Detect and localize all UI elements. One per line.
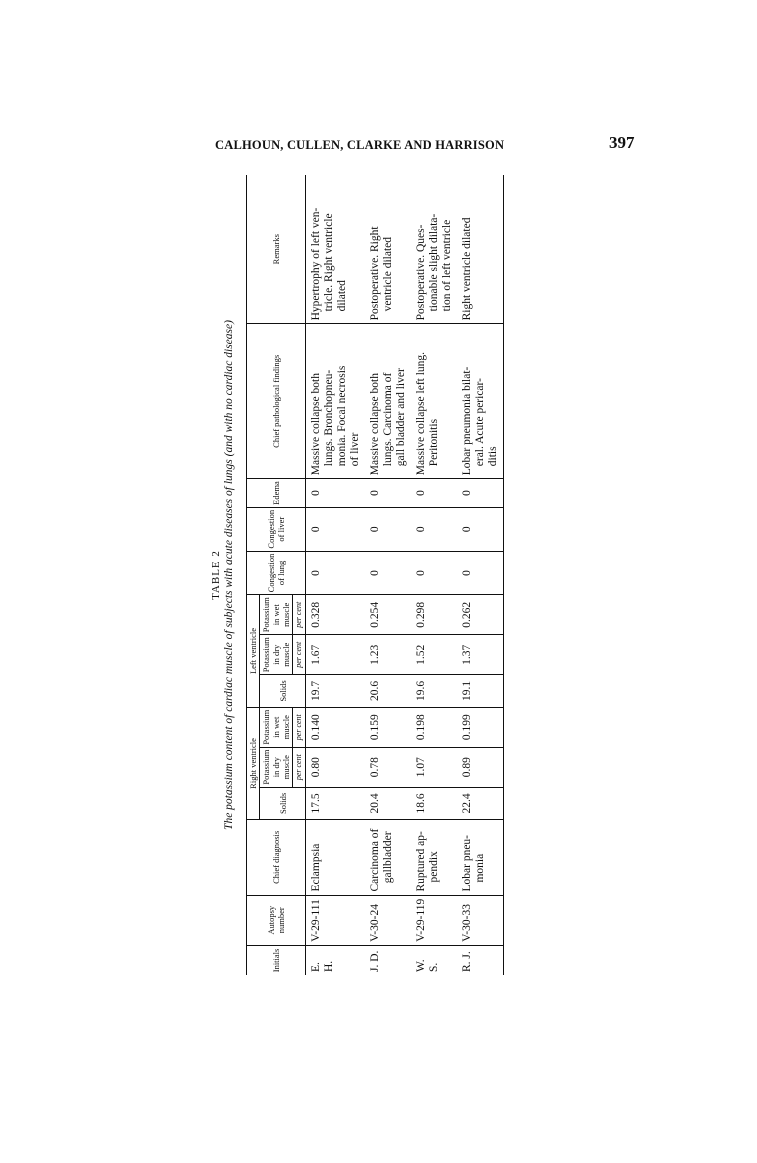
cell-initials: W. S.: [415, 959, 440, 972]
cell-remarks: [457, 175, 504, 324]
cell-edema: 0: [411, 479, 457, 508]
header-chief-diagnosis: Chief diagnosis: [247, 820, 306, 895]
table-row: [411, 175, 457, 975]
remarks-line: dilated: [336, 280, 348, 312]
cell-rv-k-wet: 0.199: [457, 707, 504, 747]
table-caption: [210, 175, 236, 975]
cell-pathology: [457, 324, 504, 479]
potassium-table: [246, 175, 504, 975]
cell-congestion-lung: 0: [457, 551, 504, 595]
cell-lv-k-wet: 0.328: [306, 595, 366, 635]
pathology-line: gall bladder and liver: [395, 368, 407, 467]
header-congestion-lung: Congestion of lung: [247, 551, 306, 595]
cell-autopsy: V-30-24: [365, 895, 411, 945]
header-autopsy-number: Autopsy number: [247, 895, 306, 945]
unit-label: per cent: [293, 635, 306, 675]
cell-autopsy: V-29-111: [306, 895, 366, 945]
header-lv-solids: Solids: [260, 675, 306, 708]
pathology-line: lungs. Carcinoma of: [382, 372, 394, 467]
cell-congestion-liver: 0: [306, 507, 366, 551]
cell-lv-k-dry: 1.67: [306, 635, 366, 675]
header-chief-pathological: Chief pathological findings: [247, 324, 306, 479]
header-edema: Edema: [247, 479, 306, 508]
cell-congestion-liver: 0: [365, 507, 411, 551]
table-row: [365, 175, 411, 975]
diagnosis-line: monia: [474, 853, 486, 883]
cell-autopsy: V-30-33: [457, 895, 504, 945]
cell-rv-k-dry: 0.78: [365, 747, 411, 787]
cell-rv-k-dry: 1.07: [411, 747, 457, 787]
cell-lv-solids: 19.7: [306, 675, 366, 708]
pathology-line: monia. Focal necrosis: [336, 365, 348, 467]
header-right-ventricle: Right ventricle: [247, 707, 260, 819]
unit-label: per cent: [293, 747, 306, 787]
cell-remarks: [306, 175, 366, 324]
cell-initials: R. J.: [457, 945, 504, 975]
diagnosis-line: gallbladder: [382, 831, 394, 884]
cell-edema: 0: [457, 479, 504, 508]
pathology-line: eral. Acute pericar-: [474, 378, 486, 467]
header-rv-potassium-wet: Potassium in wet muscle: [260, 707, 293, 747]
cell-remarks: [411, 175, 457, 324]
table-label: TABLE 2: [210, 550, 222, 600]
pathology-line: of liver: [349, 432, 361, 467]
cell-pathology: [306, 324, 366, 479]
remarks-line: Hypertrophy of left ven-: [310, 207, 322, 321]
cell-rv-k-dry: 0.89: [457, 747, 504, 787]
cell-diagnosis: [411, 820, 457, 895]
cell-congestion-lung: 0: [306, 551, 366, 595]
rotated-table: [210, 175, 580, 975]
unit-label: per cent: [293, 595, 306, 635]
header-left-ventricle: Left ventricle: [247, 595, 260, 707]
remarks-line: tion of left ventricle: [441, 219, 453, 312]
diagnosis-line: pendix: [428, 851, 440, 883]
header-rv-solids: Solids: [260, 787, 306, 820]
cell-lv-k-wet: 0.298: [411, 595, 457, 635]
cell-congestion-liver: 0: [457, 507, 504, 551]
remarks-line: tricle. Right ventricle: [323, 213, 335, 312]
pathology-line: ditis: [487, 446, 499, 467]
cell-rv-solids: 18.6: [411, 787, 457, 820]
cell-initials: J. D.: [369, 950, 381, 972]
header-lv-potassium-dry: Potassium in dry muscle: [260, 635, 293, 675]
cell-congestion-lung: 0: [411, 551, 457, 595]
cell-rv-solids: 22.4: [457, 787, 504, 820]
pathology-line: lungs. Bronchopneu-: [323, 369, 335, 467]
diagnosis-line: Eclampsia: [310, 843, 322, 892]
cell-congestion-liver: 0: [411, 507, 457, 551]
diagnosis-line: Carcinoma of: [369, 828, 381, 892]
header-congestion-liver: Congestion of liver: [247, 507, 306, 551]
page-number: 397: [609, 133, 635, 152]
pathology-line: Massive collapse both: [369, 373, 381, 476]
cell-lv-solids: 19.6: [411, 675, 457, 708]
cell-rv-solids: 20.4: [365, 787, 411, 820]
cell-rv-k-wet: 0.198: [411, 707, 457, 747]
cell-lv-k-wet: 0.254: [365, 595, 411, 635]
diagnosis-line: Ruptured ap-: [415, 831, 427, 892]
cell-initials: E. H.: [310, 960, 335, 972]
cell-lv-k-dry: 1.37: [457, 635, 504, 675]
remarks-line: Postoperative. Right: [369, 226, 381, 321]
cell-remarks: [365, 175, 411, 324]
cell-pathology: [411, 324, 457, 479]
cell-diagnosis: [306, 820, 366, 895]
table-title: The potassium content of cardiac muscle of subjects with acute diseases of lungs (and with no cardiac disease): [223, 320, 235, 830]
pathology-line: Massive collapse both: [310, 373, 322, 476]
running-head: CALHOUN, CULLEN, CLARKE AND HARRISON: [215, 138, 505, 152]
cell-lv-solids: 19.1: [457, 675, 504, 708]
remarks-line: Postoperative. Ques-: [415, 224, 427, 321]
diagnosis-line: Lobar pneu-: [461, 834, 473, 892]
cell-rv-k-dry: 0.80: [306, 747, 366, 787]
pathology-line: Massive collapse left lung.: [415, 351, 427, 476]
cell-edema: 0: [365, 479, 411, 508]
header-remarks: Remarks: [247, 175, 306, 324]
rotated-table-region: [210, 175, 580, 975]
remarks-line: ventricle dilated: [382, 236, 394, 312]
table-row: [306, 175, 366, 975]
cell-lv-solids: 20.6: [365, 675, 411, 708]
remarks-line: tionable slight dilata-: [428, 213, 440, 312]
pathology-line: Lobar pneumonia bilat-: [461, 366, 473, 476]
cell-lv-k-dry: 1.23: [365, 635, 411, 675]
remarks-line: Right ventricle dilated: [461, 217, 473, 321]
cell-edema: 0: [306, 479, 366, 508]
cell-pathology: [365, 324, 411, 479]
cell-rv-k-wet: 0.140: [306, 707, 366, 747]
cell-rv-k-wet: 0.159: [365, 707, 411, 747]
cell-diagnosis: [365, 820, 411, 895]
cell-lv-k-dry: 1.52: [411, 635, 457, 675]
header-rv-potassium-dry: Potassium in dry muscle: [260, 747, 293, 787]
header-lv-potassium-wet: Potassium in wet muscle: [260, 595, 293, 635]
header-initials: Initials: [247, 945, 306, 975]
pathology-line: Peritonitis: [428, 418, 440, 467]
cell-lv-k-wet: 0.262: [457, 595, 504, 635]
cell-diagnosis: [457, 820, 504, 895]
unit-label: per cent: [293, 707, 306, 747]
cell-congestion-lung: 0: [365, 551, 411, 595]
table-row: [457, 175, 504, 975]
cell-autopsy: V-29-119: [411, 895, 457, 945]
cell-rv-solids: 17.5: [306, 787, 366, 820]
